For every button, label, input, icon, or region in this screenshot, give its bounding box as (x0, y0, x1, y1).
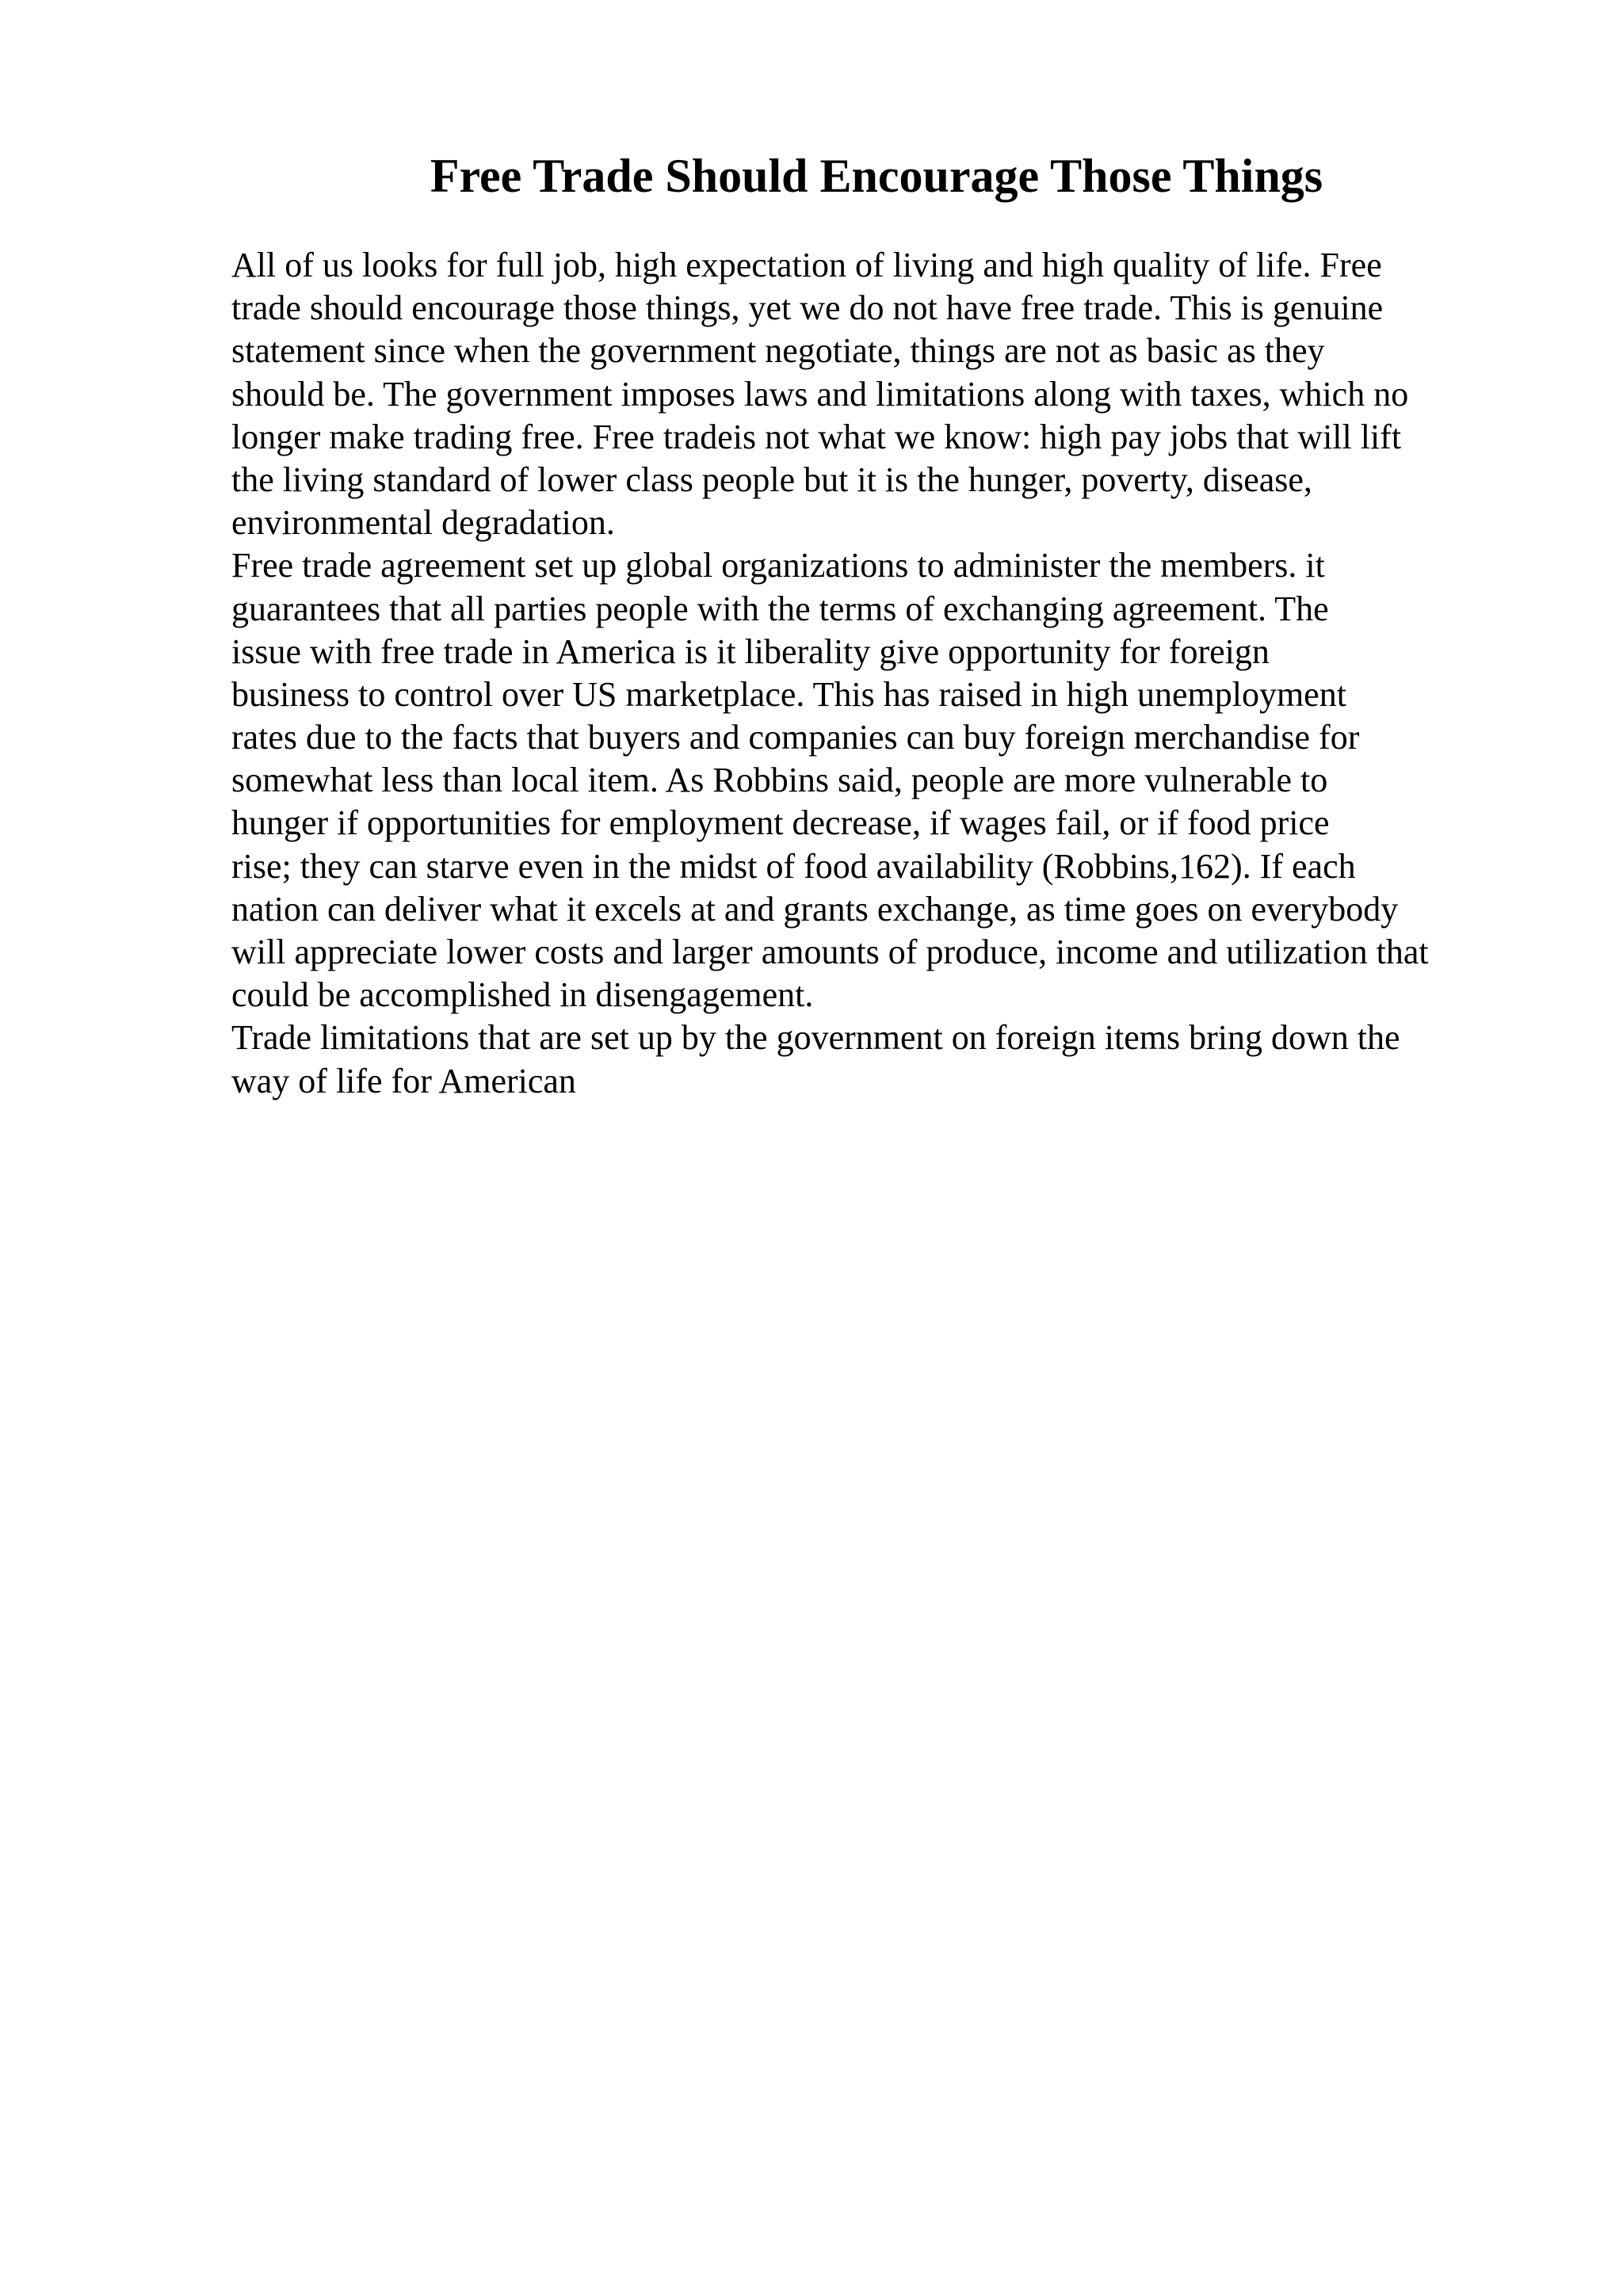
document-title: Free Trade Should Encourage Those Things (430, 150, 1323, 202)
body-line: Free trade agreement set up global organizations to administer the members. it (231, 546, 1325, 585)
body-line: statement since when the government negotiate, things are not as basic as they (231, 331, 1325, 371)
body-line: could be accomplished in disengagement. (231, 975, 814, 1015)
body-line: should be. The government imposes laws and limitations along with taxes, which no (231, 374, 1409, 414)
body-line: will appreciate lower costs and larger amounts of produce, income and utilization that (231, 933, 1429, 971)
body-line: the living standard of lower class people but it is the hunger, poverty, disease, (231, 460, 1312, 499)
body-line: rise; they can starve even in the midst of food availability (Robbins,162). If each (231, 846, 1356, 886)
body-line: Trade limitations that are set up by the government on foreign items bring down the (231, 1018, 1400, 1058)
body-line: trade should encourage those things, yet we do not have free trade. This is genuine (231, 288, 1384, 328)
body-line: All of us looks for full job, high expectation of living and high quality of life. Free (231, 246, 1382, 284)
body-line: way of life for American (231, 1061, 576, 1100)
body-line: environmental degradation. (231, 503, 615, 543)
body-line: hunger if opportunities for employment decrease, if wages fail, or if food price (231, 803, 1330, 843)
body-line: somewhat less than local item. As Robbins said, people are more vulnerable to (231, 761, 1328, 800)
body-line: business to control over US marketplace. This has raised in high unemployment (231, 674, 1346, 714)
body-line: nation can deliver what it excels at and grants exchange, as time goes on everybody (231, 889, 1399, 929)
body-line: issue with free trade in America is it liberality give opportunity for foreign (231, 631, 1270, 671)
body-line: longer make trading free. Free tradeis not what we know: high pay jobs that will lift (231, 417, 1402, 456)
body-line: guarantees that all parties people with the terms of exchanging agreement. The (231, 589, 1329, 628)
body-line: rates due to the facts that buyers and companies can buy foreign merchandise for (231, 718, 1360, 757)
document-body (231, 244, 1594, 1103)
